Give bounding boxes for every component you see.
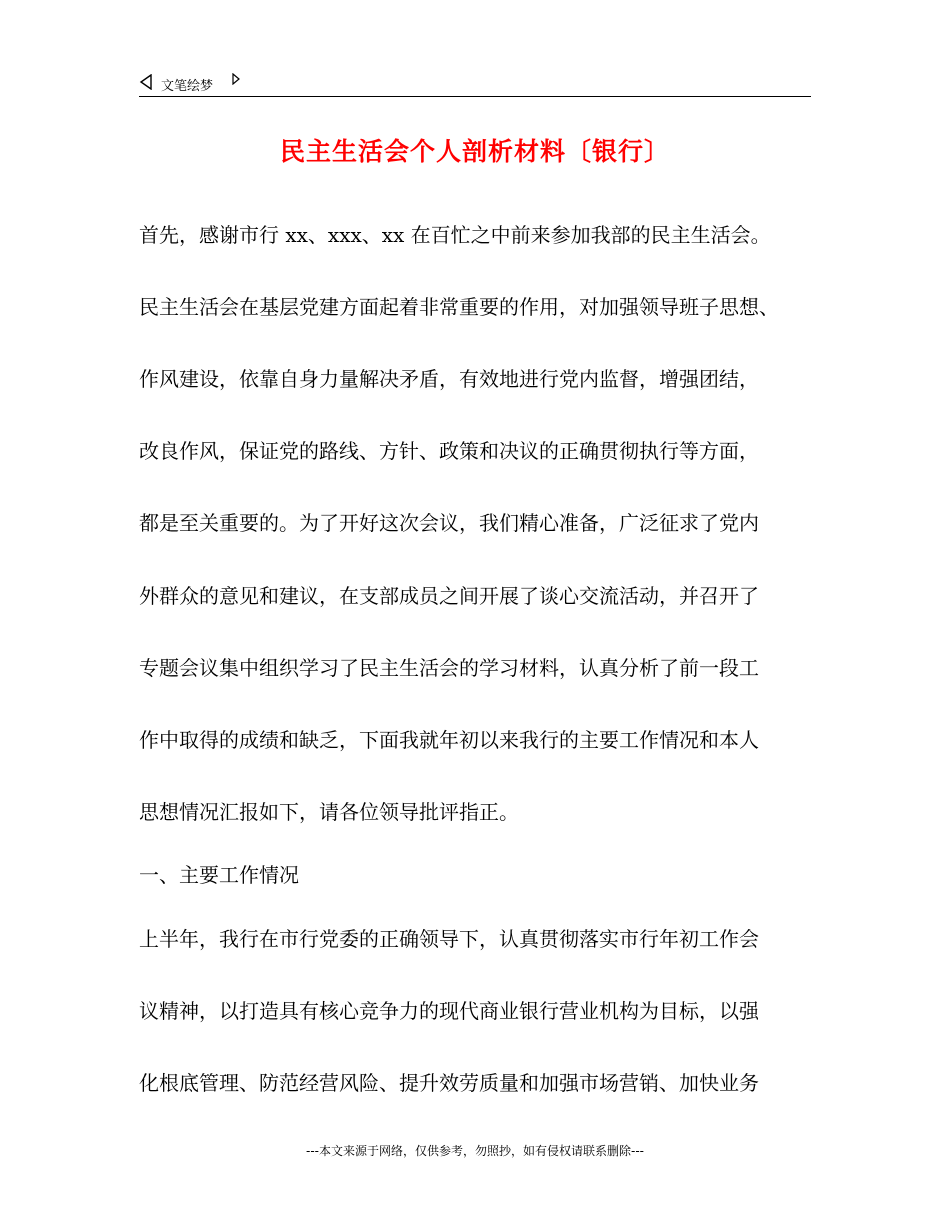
document-title: 民主生活会个人剖析材料〔银行〕 <box>279 137 670 166</box>
body-line: 议精神，以打造具有核心竞争力的现代商业银行营业机构为目标，以强 <box>139 999 759 1023</box>
triangle-left-icon <box>139 74 153 90</box>
body-line: 都是至关重要的。为了开好这次会议，我们精心准备，广泛征求了党内 <box>139 511 759 535</box>
body-line: 改良作风，保证党的路线、方针、政策和决议的正确贯彻执行等方面， <box>139 439 759 463</box>
body-line: 作中取得的成绩和缺乏，下面我就年初以来我行的主要工作情况和本人 <box>139 728 759 752</box>
section-heading: 一、主要工作情况 <box>139 863 299 887</box>
body-line: 民主生活会在基层党建方面起着非常重要的作用，对加强领导班子思想、 <box>139 295 779 319</box>
body-line: 上半年，我行在市行党委的正确领导下，认真贯彻落实市行年初工作会 <box>139 927 759 951</box>
page-header <box>139 72 811 97</box>
body-line: 外群众的意见和建议，在支部成员之间开展了谈心交流活动，并召开了 <box>139 584 759 608</box>
brand-name: 文笔绘梦 <box>161 79 214 94</box>
body-line: 专题会议集中组织学习了民主生活会的学习材料，认真分析了前一段工 <box>139 656 759 680</box>
body-line: 作风建设，依靠自身力量解决矛盾，有效地进行党内监督，增强团结， <box>139 367 759 391</box>
footer-disclaimer: ---本文来源于网络，仅供参考，勿照抄，如有侵权请联系删除--- <box>306 1144 644 1158</box>
body-line: 首先，感谢市行 xx、xxx、xx 在百忙之中前来参加我部的民主生活会。 <box>139 223 771 247</box>
body-line: 化根底管理、防范经营风险、提升效劳质量和加强市场营销、加快业务 <box>139 1071 759 1095</box>
body-line: 思想情况汇报如下，请各位领导批评指正。 <box>139 800 519 824</box>
triangle-right-icon <box>231 73 241 85</box>
